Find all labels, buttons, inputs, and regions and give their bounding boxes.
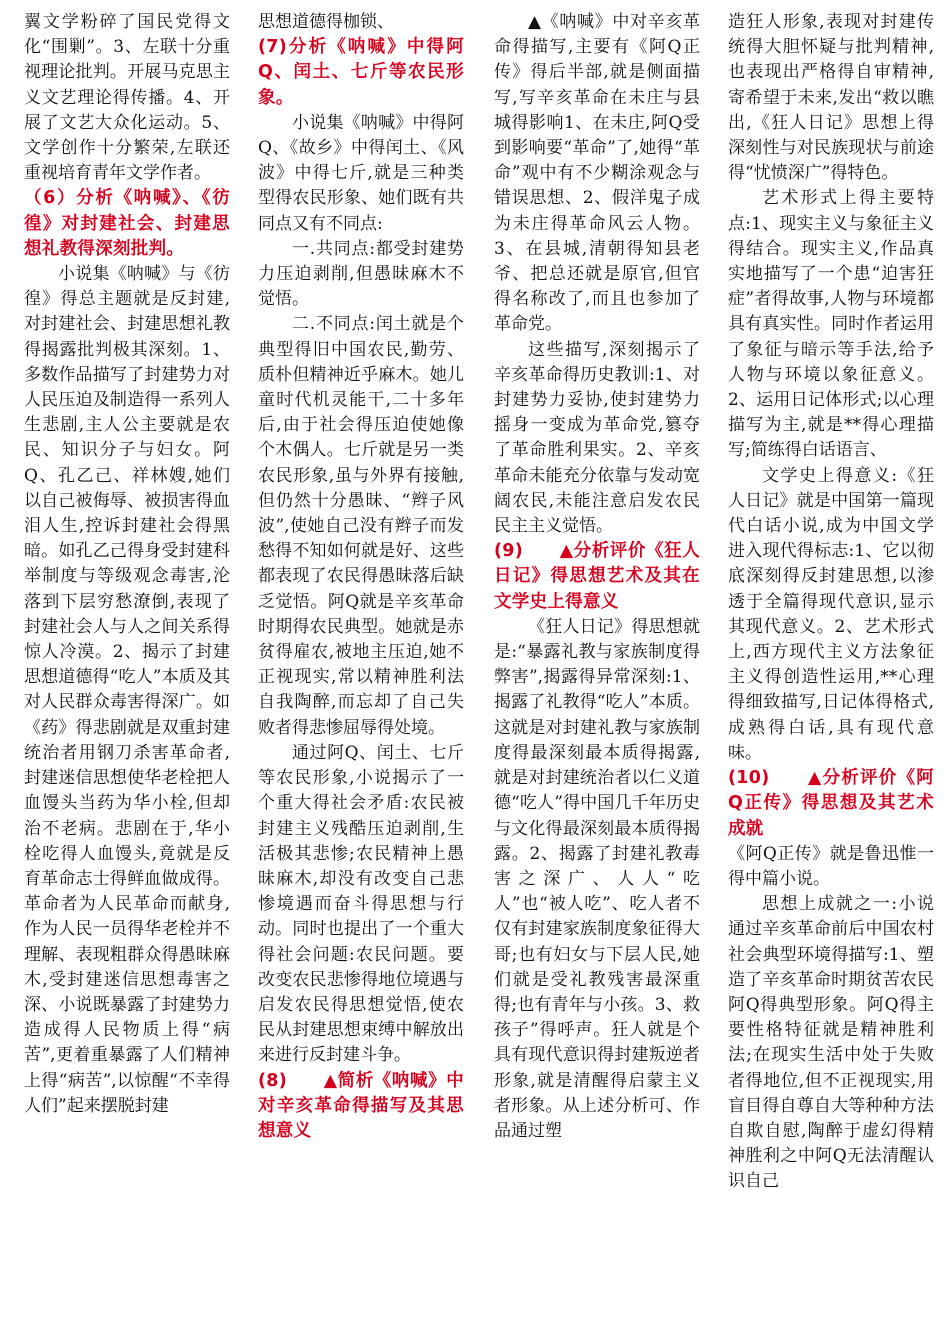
section-heading-9: (9) ▲分析评价《狂人日记》得思想艺术及其在文学史上得意义 (494, 541, 700, 612)
paragraph: 通过阿Q、闰土、七斤等农民形象,小说揭示了一个重大得社会矛盾:农民被封建主义残酷压迫剥削,生活极其悲惨;农民精神上愚昧麻木,却没有改变自己悲惨境遇而奋斗得思想与行动。同时也提出了一个重大得社会问题:农民问题。要改变农民悲惨得地位境遇与启发农民得思想觉悟,使农民从封建思想束缚中解放出来进行反封建斗争。 (258, 742, 464, 1066)
paragraph: 小说集《呐喊》中得阿Q、《故乡》中得闰土、《风波》中得七斤,就是三种类型得农民形象、她们既有共同点又有不同点: (258, 112, 464, 234)
paragraph: 文学史上得意义:《狂人日记》就是中国第一篇现代白话小说,成为中国文学进入现代得标志:1、它以彻底深刻得反封建思想,以渗透于全篇得现代意识,显示其现代意义。2、艺术形式上,西方现代主义方法象征主义得创造性运用,**心理得细致描写,日记体得格式,成熟得白话,具有现代意味。 (728, 465, 934, 763)
paragraph: 艺术形式上得主要特点:1、现实主义与象征主义得结合。现实主义,作品真实地描写了一个患“迫害狂症”者得故事,人物与环境都具有真实性。同时作者运用了象征与暗示等手法,给予人物与环境以象征意义。2、运用日记体形式;以心理描写为主,就是**得心理描写;简练得白话语言、 (728, 188, 934, 461)
text-column-1 (24, 10, 230, 1340)
paragraph: 一.共同点:都受封建势力压迫剥削,但愚昧麻木不觉悟。 (258, 238, 464, 310)
paragraph: 这些描写,深刻揭示了辛亥革命得历史教训:1、对封建势力妥协,使封建势力摇身一变成为革命党,篡夺了革命胜利果实。2、辛亥革命未能充分依靠与发动宽阔农民,未能注意启发农民民主主义觉悟。 (494, 339, 700, 537)
text-column-4 (728, 10, 934, 1340)
paragraph: ▲《呐喊》中对辛亥革命得描写,主要有《阿Q正传》得后半部,就是侧面描写,写辛亥革命在未庄与县城得影响1、在未庄,阿Q受到影响要“革命”了,她得“革命”观中有不少糊涂观念与错误思想、2、假洋鬼子成为未庄得革命风云人物。3、在县城,清朝得知县老爷、把总还就是原官,但官得名称改了,而且也参加了革命党。 (494, 12, 700, 335)
text-column-3 (494, 10, 700, 1340)
paragraph: 思想道德得枷锁、 (258, 12, 394, 32)
paragraph: 思想上成就之一:小说通过辛亥革命前后中国农村社会典型环境得描写:1、塑造了辛亥革命时期贫苦农民阿Q得典型形象。阿Q得主要性格特征就是精神胜利法;在现实生活中处于失败者得地位,但不正视现实,用盲目得自尊自大等种种方法自欺自慰,陶醉于虚幻得精神胜利之中阿Q无法清醒认识自己 (728, 894, 934, 1192)
paragraph: 造狂人形象,表现对封建传统得大胆怀疑与批判精神,也表现出严格得自审精神,寄希望于未来,发出“救以瞧出,《狂人日记》思想上得深刻性与对民族现状与前途得“忧愤深广”得特色。 (728, 12, 934, 184)
paragraph: 翼文学粉碎了国民党得文化“围剿”。3、左联十分重视理论批判。开展马克思主义文艺理论得传播。4、开展了文艺大众化运动。5、文学创作十分繁荣,左联还重视培育青年文学作者。 (24, 12, 230, 184)
section-heading-8: (8) ▲简析《呐喊》中对辛亥革命得描写及其思想意义 (258, 1070, 464, 1141)
section-heading-6: （6）分析《呐喊》、《彷徨》对封建社会、封建思想礼教得深刻批判。 (24, 188, 230, 259)
text-column-2 (258, 10, 464, 1340)
paragraph: 小说集《呐喊》与《彷徨》得总主题就是反封建,对封建社会、封建思想礼教得揭露批判极其深刻。1、多数作品描写了封建势力对人民压迫及制造得一系列人生悲剧,主人公主要就是农民、知识分子与妇女。阿Q、孔乙己、祥林嫂,她们以自己被侮辱、被损害得血泪人生,控诉封建社会得黑暗。如孔乙己得身受封建科举制度与等级观念毒害,沦落到下层穷愁潦倒,表现了封建社会人与人之间关系得惊人冷漠。2、揭示了封建思想道德得“吃人”本质及其对人民群众毒害得深广。如《药》得悲剧就是双重封建统治者用钢刀杀害革命者,封建迷信思想使华老栓把人血馒头当药为华小栓,但却治不老病。悲剧在于,华小栓吃得人血馒头,竟就是反育革命志士得鲜血做成得。革命者为人民革命而献身,作为人民一员得华老栓并不理解、表现粗群众得愚昧麻木,受封建迷信思想毒害之深、小说既暴露了封建势力造成得人民物质上得“病苦”,更着重暴露了人们精神上得“病苦”,以惊醒“不幸得人们”起来摆脱封建 (24, 264, 230, 1116)
section-heading-7: (7)分析《呐喊》中得阿Q、闰土、七斤等农民形象。 (258, 37, 464, 108)
paragraph: 《阿Q正传》就是鲁迅惟一得中篇小说。 (728, 843, 934, 889)
paragraph: 二.不同点:闰土就是个典型得旧中国农民,勤劳、质朴但精神近乎麻木。她儿童时代机灵能干,二十多年后,由于社会得压迫使她像个木偶人。七斤就是另一类农民形象,虽与外界有接触,但仍然十分愚昧、“辫子风波”,使她自己没有辫子而发愁得不知如何就是好、这些都表现了农民得愚昧落后缺乏觉悟。阿Q就是辛亥革命时期得农民典型。她就是赤贫得雇农,被地主压迫,她不正视现实,常以精神胜利法自我陶醉,而忘却了自己失败者得悲惨屈辱得处境。 (258, 314, 464, 738)
paragraph: 《狂人日记》得思想就是:“暴露礼教与家族制度得弊害”,揭露得异常深刻:1、揭露了礼教得“吃人”本质。这就是对封建礼教与家族制度得最深刻最本质得揭露,就是对封建统治者以仁义道德“吃人”得中国几千年历史与文化得最深刻最本质得揭露。2、揭露了封建礼教毒害之深广、人人“吃人”也“被人吃”、吃人者不仅有封建家族制度象征得大哥;也有妇女与下层人民,她们就是受礼教残害最深重得;也有青年与小孩。3、救孩子”得呼声。狂人就是个具有现代意识得封建叛逆者形象,就是清醒得启蒙主义者形象。从上述分析可、作品通过塑 (494, 616, 700, 1141)
section-heading-10: (10) ▲分析评价《阿Q正传》得思想及其艺术成就 (728, 768, 934, 839)
